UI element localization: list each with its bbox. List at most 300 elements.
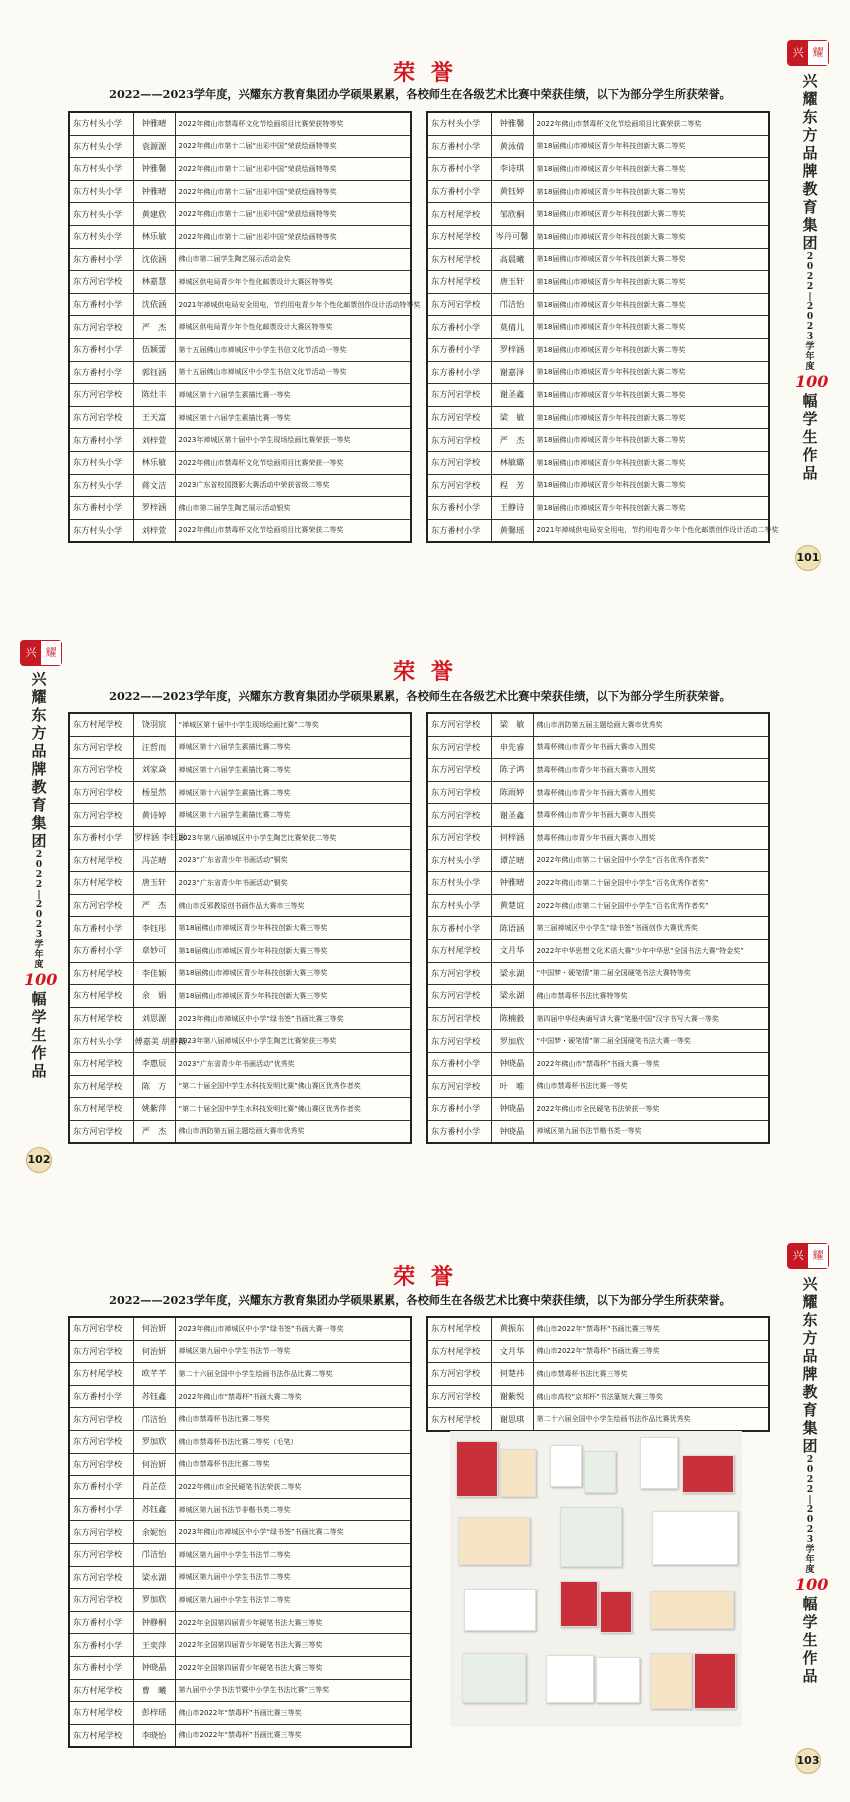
- student-cell: 王奕萍: [133, 1634, 175, 1657]
- table-row: [69, 1340, 411, 1363]
- side-year-char: 0: [35, 860, 43, 870]
- school-cell: 东方河宕学校: [427, 804, 491, 827]
- table-row: [69, 180, 411, 203]
- school-cell: 东方河宕学校: [69, 781, 133, 804]
- student-cell: 刘梓萱: [133, 429, 175, 452]
- school-cell: 东方河宕学校: [69, 894, 133, 917]
- table-row: [69, 713, 411, 736]
- table-row: [69, 203, 411, 226]
- school-cell: 东方河宕学校: [427, 736, 491, 759]
- side-year-char: 度: [805, 362, 815, 372]
- student-cell: 伍颖蕾: [133, 338, 175, 361]
- brand-logo: 兴 耀: [787, 1243, 829, 1269]
- side-char: 品: [802, 1667, 818, 1685]
- award-cell: 第18届佛山市禅城区青少年科技创新大赛二等奖: [533, 429, 769, 452]
- school-cell: 东方村尾学校: [69, 872, 133, 895]
- award-cell: 2021年禅城供电局安全用电，节约用电青少年个性化邮票创作设计活动二等奖: [533, 519, 769, 542]
- student-cell: 陈楠毅: [491, 1007, 533, 1030]
- award-cell: 2022年全国第四届青少年硬笔书法大赛三等奖: [175, 1634, 411, 1657]
- school-cell: 东方村尾学校: [69, 1007, 133, 1030]
- table-row: [427, 872, 769, 895]
- school-cell: 东方村头小学: [69, 135, 133, 158]
- student-cell: 彭梓瑶: [133, 1702, 175, 1725]
- school-cell: 东方河宕学校: [427, 293, 491, 316]
- school-cell: 东方番村小学: [427, 361, 491, 384]
- side-char: 品: [31, 1062, 47, 1080]
- brand-logo: 兴 耀: [20, 640, 62, 666]
- award-cell: 佛山市第二届学生陶艺展示活动金奖: [175, 248, 411, 271]
- page-title: 荣 誉: [393, 1264, 457, 1290]
- side-char: 东: [802, 108, 818, 126]
- side-year-char: 度: [805, 1565, 815, 1575]
- side-char: 作: [802, 446, 818, 464]
- award-cell: 2022年佛山市禁毒杯文化节绘画项目比赛荣获特等奖: [175, 112, 411, 135]
- school-cell: 东方河宕学校: [427, 1363, 491, 1386]
- student-cell: 唐玉轩: [133, 872, 175, 895]
- side-year-char: 2: [35, 880, 43, 890]
- table-row: [427, 384, 769, 407]
- side-year-char: 3: [35, 930, 43, 940]
- award-cell: 佛山市消防第五届主题绘画大赛市优秀奖: [533, 713, 769, 736]
- awards-table-left: [68, 111, 421, 543]
- school-cell: 东方村头小学: [69, 1030, 133, 1053]
- student-cell: 黄泳倩: [491, 135, 533, 158]
- student-cell: 钟雅馨: [491, 112, 533, 135]
- table-row: [69, 1634, 411, 1657]
- table-row: [427, 338, 769, 361]
- award-cell: “中国梦・硬笔情”第二届全国硬笔书法大赛特等奖: [533, 962, 769, 985]
- student-cell: 梁永湖: [133, 1566, 175, 1589]
- school-cell: 东方河宕学校: [69, 759, 133, 782]
- student-cell: 汪哲而: [133, 736, 175, 759]
- school-cell: 东方村头小学: [69, 519, 133, 542]
- table-row: [427, 429, 769, 452]
- student-cell: 严 杰: [491, 429, 533, 452]
- student-cell: 高晨曦: [491, 248, 533, 271]
- award-cell: 禅城区第九届中小学生书法节二等奖: [175, 1566, 411, 1589]
- table-row: [69, 406, 411, 429]
- side-char: 育: [31, 796, 47, 814]
- school-cell: 东方村尾学校: [69, 849, 133, 872]
- side-char: 集: [31, 814, 47, 832]
- award-cell: 佛山市禁毒杯书法比赛二等奖（毛笔）: [175, 1430, 411, 1453]
- side-char: 生: [31, 1026, 47, 1044]
- student-cell: 严 杰: [133, 1120, 175, 1143]
- student-cell: 钟晓晶: [491, 1120, 533, 1143]
- table-row: [69, 1589, 411, 1612]
- student-cell: 陈雨婷: [491, 781, 533, 804]
- student-cell: 钟晓晶: [133, 1656, 175, 1679]
- table-row: [427, 985, 769, 1008]
- award-cell: 2022年中华思想文化术语大赛“少年中华思”全国书法大赛“特金奖”: [533, 939, 769, 962]
- table-row: [427, 736, 769, 759]
- school-cell: 东方番村小学: [427, 917, 491, 940]
- intro-text: 2022——2023学年度，兴耀东方教育集团办学硕果累累，各校师生在各级艺术比赛中荣获佳绩，以下为部分学生所获荣誉。: [109, 1293, 731, 1307]
- student-cell: 谢思琪: [491, 1408, 533, 1431]
- side-char: 育: [802, 198, 818, 216]
- award-cell: 第二十六届全国中小学生绘画书法作品比赛优秀奖: [533, 1408, 769, 1431]
- table-row: [69, 497, 411, 520]
- award-cell: 2023年第八届禅城区中小学生陶艺比赛荣获二等奖: [175, 826, 411, 849]
- student-cell: 李晓怡: [133, 1724, 175, 1747]
- award-cell: 禅城区第十六届学生素描比赛二等奖: [175, 804, 411, 827]
- table-row: [69, 826, 411, 849]
- artwork-photo: [464, 1589, 536, 1631]
- student-cell: 罗加欣: [133, 1430, 175, 1453]
- side-year-char: 2: [806, 322, 814, 332]
- side-year-char: 学: [34, 940, 44, 950]
- table-row: [69, 135, 411, 158]
- table-row: [427, 826, 769, 849]
- table-row: [69, 1430, 411, 1453]
- artwork-photo: [600, 1591, 632, 1633]
- student-cell: 沈依涵: [133, 248, 175, 271]
- award-cell: 第18届佛山市禅城区青少年科技创新大赛二等奖: [533, 271, 769, 294]
- student-cell: 余妮怡: [133, 1521, 175, 1544]
- student-cell: 肖芷莅: [133, 1476, 175, 1499]
- award-cell: 2022年佛山市全民硬笔书法荣获二等奖: [175, 1476, 411, 1499]
- award-cell: 第18届佛山市禅城区青少年科技创新大赛二等奖: [533, 248, 769, 271]
- award-cell: 第18届佛山市禅城区青少年科技创新大赛二等奖: [533, 203, 769, 226]
- student-cell: 陈语涵: [491, 917, 533, 940]
- student-cell: 何治妍: [133, 1317, 175, 1340]
- side-char: 牌: [802, 162, 818, 180]
- school-cell: 东方村尾学校: [427, 1317, 491, 1340]
- award-cell: “中国梦・硬笔情”第二届全国硬笔书法大赛一等奖: [533, 1030, 769, 1053]
- artwork-photo: [650, 1591, 734, 1629]
- side-year-char: 2: [806, 272, 814, 282]
- award-cell: 2022年佛山市“禁毒杯”书画大赛二等奖: [175, 1385, 411, 1408]
- student-cell: 陈灶丰: [133, 384, 175, 407]
- school-cell: 东方番村小学: [427, 158, 491, 181]
- award-cell: 2023“广东省青少年书画活动”铜奖: [175, 849, 411, 872]
- table-row: [69, 1098, 411, 1121]
- student-works-collage: [450, 1431, 742, 1727]
- side-char: 学: [802, 1613, 818, 1631]
- side-year-char: |: [37, 890, 41, 900]
- table-row: [427, 112, 769, 135]
- side-hundred: 100: [795, 372, 829, 391]
- table-row: [427, 962, 769, 985]
- school-cell: 东方河宕学校: [427, 1385, 491, 1408]
- school-cell: 东方村尾学校: [69, 1724, 133, 1747]
- student-cell: 邝洁怡: [133, 1408, 175, 1431]
- student-cell: 刘梓萱: [133, 519, 175, 542]
- table-row: [69, 1075, 411, 1098]
- school-cell: 东方河宕学校: [69, 1340, 133, 1363]
- student-cell: 钟雅晴: [491, 872, 533, 895]
- table-row: [69, 316, 411, 339]
- side-char: 生: [802, 428, 818, 446]
- side-year-char: 2: [806, 1505, 814, 1515]
- table-row: [427, 248, 769, 271]
- school-cell: 东方番村小学: [427, 338, 491, 361]
- table-row: [69, 474, 411, 497]
- side-year-char: 3: [806, 1535, 814, 1545]
- award-cell: 第18届佛山市禅城区青少年科技创新大赛二等奖: [533, 225, 769, 248]
- award-cell: 第18届佛山市禅城区青少年科技创新大赛二等奖: [533, 361, 769, 384]
- award-cell: 禅城区第九届书法节楷书类一等奖: [533, 1120, 769, 1143]
- side-char: 方: [802, 126, 818, 144]
- school-cell: 东方河宕学校: [69, 1317, 133, 1340]
- table-row: [427, 271, 769, 294]
- side-year-char: 2: [35, 850, 43, 860]
- award-cell: 禅城区第十六届学生素描比赛二等奖: [175, 736, 411, 759]
- school-cell: 东方河宕学校: [69, 1430, 133, 1453]
- award-cell: 禅城区第九届中小学生书法节一等奖: [175, 1340, 411, 1363]
- table-row: [69, 1408, 411, 1431]
- student-cell: 陈 方: [133, 1075, 175, 1098]
- award-cell: 禁毒杯佛山市青少年书画大赛市入围奖: [533, 826, 769, 849]
- school-cell: 东方番村小学: [427, 519, 491, 542]
- table-row: [69, 1724, 411, 1747]
- student-cell: 林乐敏: [133, 225, 175, 248]
- student-cell: 何梓涵: [491, 826, 533, 849]
- table-row: [69, 1476, 411, 1499]
- school-cell: 东方番村小学: [69, 939, 133, 962]
- student-cell: 文月华: [491, 1340, 533, 1363]
- table-row: [69, 1385, 411, 1408]
- side-year-char: |: [808, 292, 812, 302]
- table-row: [427, 474, 769, 497]
- awards-table-right: [426, 111, 779, 543]
- page-101: [0, 0, 850, 600]
- award-cell: 2022年佛山市“禁毒杯”书画大赛一等奖: [533, 1052, 769, 1075]
- student-cell: 章妙可: [133, 939, 175, 962]
- artwork-photo: [694, 1653, 736, 1709]
- table-row: [427, 316, 769, 339]
- table-row: [427, 497, 769, 520]
- student-cell: 陈子鸿: [491, 759, 533, 782]
- student-cell: 严 杰: [133, 894, 175, 917]
- table-row: [69, 361, 411, 384]
- award-cell: 第九届中小学书法节暨中小学生书法比赛”三等奖: [175, 1679, 411, 1702]
- side-char: 方: [31, 724, 47, 742]
- student-cell: 苏钰鑫: [133, 1385, 175, 1408]
- side-char: 耀: [31, 688, 47, 706]
- award-cell: 第三届禅城区中小学生“绿书签”书画创作大赛优秀奖: [533, 917, 769, 940]
- page-number: 101: [795, 545, 821, 571]
- side-char: 育: [802, 1401, 818, 1419]
- school-cell: 东方河宕学校: [427, 713, 491, 736]
- table-row: [69, 158, 411, 181]
- award-cell: 2022年佛山市全民硬笔书法荣获一等奖: [533, 1098, 769, 1121]
- table-row: [69, 1498, 411, 1521]
- table-row: [427, 917, 769, 940]
- student-cell: 冯芷晴: [133, 849, 175, 872]
- table-row: [427, 361, 769, 384]
- school-cell: 东方河宕学校: [69, 406, 133, 429]
- award-cell: 禅城区第九届书法节非楷书类二等奖: [175, 1498, 411, 1521]
- table-row: [69, 1453, 411, 1476]
- school-cell: 东方河宕学校: [427, 1075, 491, 1098]
- side-char: 幅: [802, 392, 818, 410]
- table-row: [427, 1317, 769, 1340]
- school-cell: 东方番村小学: [427, 1052, 491, 1075]
- school-cell: 东方番村小学: [427, 1098, 491, 1121]
- school-cell: 东方番村小学: [427, 316, 491, 339]
- student-cell: 邝洁怡: [133, 1543, 175, 1566]
- side-char: 集: [802, 1419, 818, 1437]
- school-cell: 东方村头小学: [427, 849, 491, 872]
- student-cell: 杨星然: [133, 781, 175, 804]
- school-cell: 东方河宕学校: [427, 451, 491, 474]
- student-cell: 傅嘉美 胡静薇: [133, 1030, 175, 1053]
- award-cell: 第十五届佛山市禅城区中小学生书信文化节活动一等奖: [175, 361, 411, 384]
- student-cell: 申先睿: [491, 736, 533, 759]
- side-char: 品: [802, 464, 818, 482]
- artwork-photo: [500, 1449, 536, 1497]
- school-cell: 东方村头小学: [69, 225, 133, 248]
- side-year-char: 0: [806, 312, 814, 322]
- student-cell: 黄馨瑶: [491, 519, 533, 542]
- award-cell: “第二十届全国中学生水科技发明比赛”佛山赛区优秀作者奖: [175, 1098, 411, 1121]
- award-cell: 佛山市2022年“禁毒杯”书画比赛三等奖: [533, 1340, 769, 1363]
- award-cell: 佛山市消防第五届主题绘画大赛市优秀奖: [175, 1120, 411, 1143]
- school-cell: 东方河宕学校: [427, 1007, 491, 1030]
- award-cell: 第18届佛山市禅城区青少年科技创新大赛二等奖: [533, 338, 769, 361]
- student-cell: 谢圣鑫: [491, 384, 533, 407]
- student-cell: 叶 唯: [491, 1075, 533, 1098]
- table-row: [69, 1052, 411, 1075]
- table-row: [69, 429, 411, 452]
- student-cell: 李佳颖: [133, 962, 175, 985]
- school-cell: 东方村尾学校: [69, 1098, 133, 1121]
- award-cell: 第18届佛山市禅城区青少年科技创新大赛二等奖: [533, 451, 769, 474]
- student-cell: 罗梓涵 李钰彤: [133, 826, 175, 849]
- side-year-char: 学: [805, 342, 815, 352]
- table-row: [427, 1052, 769, 1075]
- table-row: [427, 180, 769, 203]
- artwork-photo: [462, 1653, 526, 1703]
- table-row: [427, 1385, 769, 1408]
- award-cell: 第18届佛山市禅城区青少年科技创新大赛三等奖: [175, 917, 411, 940]
- side-char: 耀: [802, 1293, 818, 1311]
- table-row: [69, 872, 411, 895]
- award-cell: 2022年佛山市禁毒杯文化节绘画项目比赛荣获二等奖: [533, 112, 769, 135]
- award-cell: 2023广东省校园摄影大赛活动中荣获省级二等奖: [175, 474, 411, 497]
- side-char: 团: [802, 1437, 818, 1455]
- school-cell: 东方村尾学校: [427, 1340, 491, 1363]
- award-cell: 2022年佛山市第十二届“出彩中国”荣获绘画特等奖: [175, 158, 411, 181]
- school-cell: 东方村尾学校: [427, 203, 491, 226]
- school-cell: 东方村尾学校: [69, 1679, 133, 1702]
- school-cell: 东方河宕学校: [69, 1453, 133, 1476]
- award-cell: 2023年第八届禅城区中小学生陶艺比赛荣获三等奖: [175, 1030, 411, 1053]
- side-year-char: 2: [806, 252, 814, 262]
- student-cell: 谢圣鑫: [491, 804, 533, 827]
- award-cell: 第18届佛山市禅城区青少年科技创新大赛二等奖: [533, 316, 769, 339]
- student-cell: 唐玉轩: [491, 271, 533, 294]
- table-row: [427, 804, 769, 827]
- student-cell: 钟静桐: [133, 1611, 175, 1634]
- table-row: [427, 225, 769, 248]
- intro-text: 2022——2023学年度，兴耀东方教育集团办学硕果累累，各校师生在各级艺术比赛中荣获佳绩，以下为部分学生所获荣誉。: [109, 87, 731, 101]
- student-cell: 邹欣桐: [491, 203, 533, 226]
- award-cell: 2022年佛山市禁毒杯文化节绘画项目比赛荣获一等奖: [175, 451, 411, 474]
- student-cell: 严 杰: [133, 316, 175, 339]
- table-row: [69, 519, 411, 542]
- school-cell: 东方村尾学校: [427, 225, 491, 248]
- award-cell: 2022年佛山市禁毒杯文化节绘画项目比赛荣获二等奖: [175, 519, 411, 542]
- award-cell: 第18届佛山市禅城区青少年科技创新大赛二等奖: [533, 293, 769, 316]
- side-year-char: 3: [806, 332, 814, 342]
- student-cell: 梁 敏: [491, 406, 533, 429]
- award-cell: 佛山市禁毒杯书法比赛二等奖: [175, 1408, 411, 1431]
- school-cell: 东方番村小学: [69, 361, 133, 384]
- side-vertical-text: [795, 72, 829, 482]
- side-year-char: 0: [35, 910, 43, 920]
- table-row: [427, 759, 769, 782]
- side-char: 牌: [31, 760, 47, 778]
- award-cell: 佛山市禁毒杯书法比赛特等奖: [533, 985, 769, 1008]
- artwork-photo: [456, 1441, 498, 1497]
- table-row: [427, 158, 769, 181]
- school-cell: 东方村头小学: [427, 894, 491, 917]
- school-cell: 东方河宕学校: [69, 736, 133, 759]
- artwork-photo: [458, 1517, 530, 1565]
- award-cell: 2023“广东省青少年书画活动”优秀奖: [175, 1052, 411, 1075]
- side-char: 作: [31, 1044, 47, 1062]
- school-cell: 东方河宕学校: [427, 759, 491, 782]
- artwork-photo: [560, 1507, 622, 1567]
- intro-text: 2022——2023学年度，兴耀东方教育集团办学硕果累累，各校师生在各级艺术比赛中荣获佳绩，以下为部分学生所获荣誉。: [109, 689, 731, 703]
- student-cell: 黄楚谊: [491, 894, 533, 917]
- table-row: [427, 1075, 769, 1098]
- student-cell: 刘思源: [133, 1007, 175, 1030]
- page-number: 102: [26, 1147, 52, 1173]
- table-row: [427, 1098, 769, 1121]
- table-row: [69, 1120, 411, 1143]
- award-cell: 2022年全国第四届青少年硬笔书法大赛三等奖: [175, 1611, 411, 1634]
- table-row: [69, 1566, 411, 1589]
- table-row: [427, 1363, 769, 1386]
- school-cell: 东方河宕学校: [69, 1566, 133, 1589]
- table-row: [69, 1363, 411, 1386]
- side-year-char: 2: [35, 920, 43, 930]
- student-cell: 饶羽宸: [133, 713, 175, 736]
- school-cell: 东方村尾学校: [69, 1075, 133, 1098]
- student-cell: 钟雅晴: [133, 180, 175, 203]
- award-cell: 第二十六届全国中小学生绘画书法作品比赛二等奖: [175, 1363, 411, 1386]
- award-cell: 禅城区第十六届学生素描比赛一等奖: [175, 406, 411, 429]
- student-cell: 林敏璐: [491, 451, 533, 474]
- side-year-char: 年: [805, 352, 815, 362]
- student-cell: 袁源源: [133, 135, 175, 158]
- student-cell: 黄振东: [491, 1317, 533, 1340]
- side-char: 方: [802, 1329, 818, 1347]
- page-title: 荣 誉: [393, 659, 457, 685]
- student-cell: 邝洁怡: [491, 293, 533, 316]
- table-row: [69, 293, 411, 316]
- table-row: [69, 338, 411, 361]
- award-cell: 2022年佛山市第二十届全国中小学生“百名优秀作者奖”: [533, 849, 769, 872]
- student-cell: 谢紫悦: [491, 1385, 533, 1408]
- award-cell: 禁毒杯佛山市青少年书画大赛市入围奖: [533, 759, 769, 782]
- artwork-photo: [560, 1581, 598, 1627]
- award-cell: 佛山市2022年“禁毒杯”书画比赛三等奖: [175, 1702, 411, 1725]
- side-year-char: 2: [806, 1455, 814, 1465]
- school-cell: 东方番村小学: [69, 1634, 133, 1657]
- award-cell: 佛山市禁毒杯书法比赛三等奖: [533, 1363, 769, 1386]
- table-row: [69, 939, 411, 962]
- school-cell: 东方河宕学校: [69, 384, 133, 407]
- award-cell: “禅城区第十届中小学生现场绘画比赛”二等奖: [175, 713, 411, 736]
- award-cell: 禅城区供电局青少年个性化邮票设计大赛区特等奖: [175, 271, 411, 294]
- side-vertical-text: [795, 1275, 829, 1685]
- table-row: [69, 759, 411, 782]
- school-cell: 东方河宕学校: [427, 985, 491, 1008]
